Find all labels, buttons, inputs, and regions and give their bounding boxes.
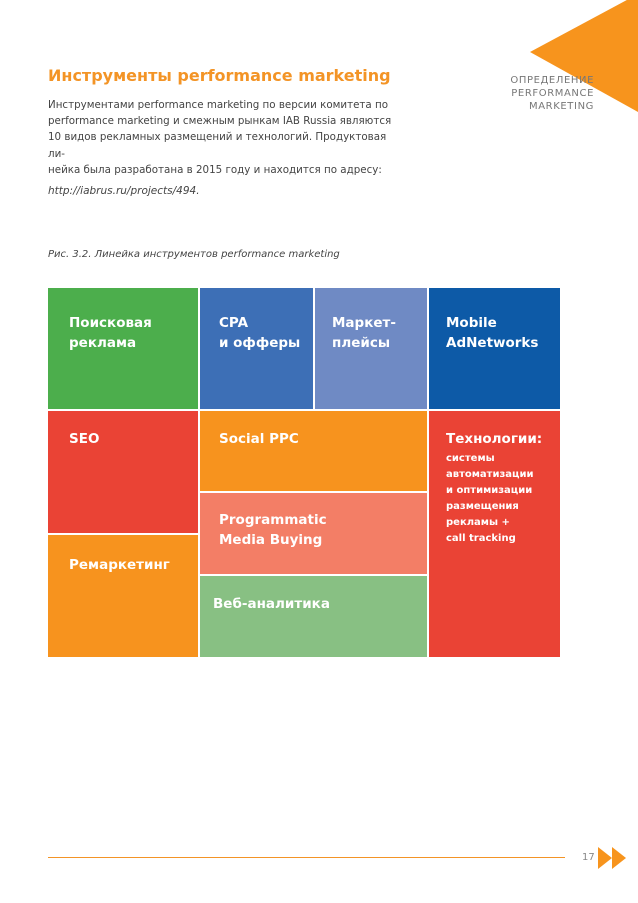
- cell-label: Веб-аналитика: [213, 596, 330, 612]
- cell-label: и офферы: [219, 335, 301, 351]
- figure-caption: Рис. 3.2. Линейка инструментов performance marketing: [48, 249, 340, 260]
- cell-label: Маркет-: [332, 315, 396, 331]
- cell-remarketing: [48, 533, 198, 657]
- section-label: [474, 74, 594, 113]
- page-title: Инструменты performance marketing: [48, 66, 391, 85]
- cell-label: Ремаркетинг: [69, 557, 170, 573]
- intro-line: нейка была разработана в 2015 году и находится по адресу:: [48, 163, 382, 176]
- cell-label: AdNetworks: [446, 335, 539, 351]
- cell-social-ppc: [198, 409, 427, 491]
- reference-link[interactable]: http://iabrus.ru/projects/494.: [48, 185, 200, 197]
- tools-diagram: [48, 288, 560, 657]
- technologies-list: [446, 451, 542, 547]
- cell-label: Social PPC: [219, 431, 299, 447]
- cell-programmatic: [198, 491, 427, 574]
- technologies-item: размещения: [446, 501, 519, 512]
- cell-label: реклама: [69, 335, 137, 351]
- section-label-line: MARKETING: [529, 101, 594, 112]
- section-label-line: ОПРЕДЕЛЕНИЕ: [510, 75, 594, 86]
- technologies-item: и оптимизации: [446, 485, 533, 496]
- cell-label: CPA: [219, 315, 249, 331]
- cell-label: Mobile: [446, 315, 497, 331]
- technologies-item: системы: [446, 453, 495, 464]
- cell-label: Поисковая: [69, 315, 152, 331]
- page-number: 17: [582, 852, 595, 863]
- intro-line: Инструментами performance marketing по версии комитета по: [48, 99, 389, 111]
- footer-divider: [48, 857, 565, 858]
- cell-label: плейсы: [332, 335, 391, 351]
- technologies-item: рекламы +: [446, 517, 510, 528]
- technologies-item: call tracking: [446, 533, 516, 544]
- technologies-item: автоматизации: [446, 469, 534, 480]
- intro-line: 10 видов рекламных размещений и технологий. Продуктовая ли-: [48, 131, 387, 160]
- cell-label: Технологии:: [446, 431, 543, 447]
- cell-label: Programmatic: [219, 512, 327, 528]
- cell-technologies: [427, 409, 560, 657]
- cell-search-ads: [48, 288, 198, 409]
- cell-seo: [48, 409, 198, 533]
- intro-line: performance marketing и смежным рынкам IAB Russia являются: [48, 115, 392, 128]
- double-chevron-right-icon[interactable]: [598, 847, 634, 869]
- cell-cpa: [198, 288, 313, 409]
- cell-web-analytics: [198, 574, 427, 657]
- cell-marketplaces: [313, 288, 427, 409]
- section-label-line: PERFORMANCE: [511, 88, 594, 99]
- cell-label: Media Buying: [219, 532, 323, 548]
- cell-mobile-adnetworks: [427, 288, 560, 409]
- cell-label: SEO: [69, 431, 100, 447]
- intro-paragraph: [48, 97, 403, 178]
